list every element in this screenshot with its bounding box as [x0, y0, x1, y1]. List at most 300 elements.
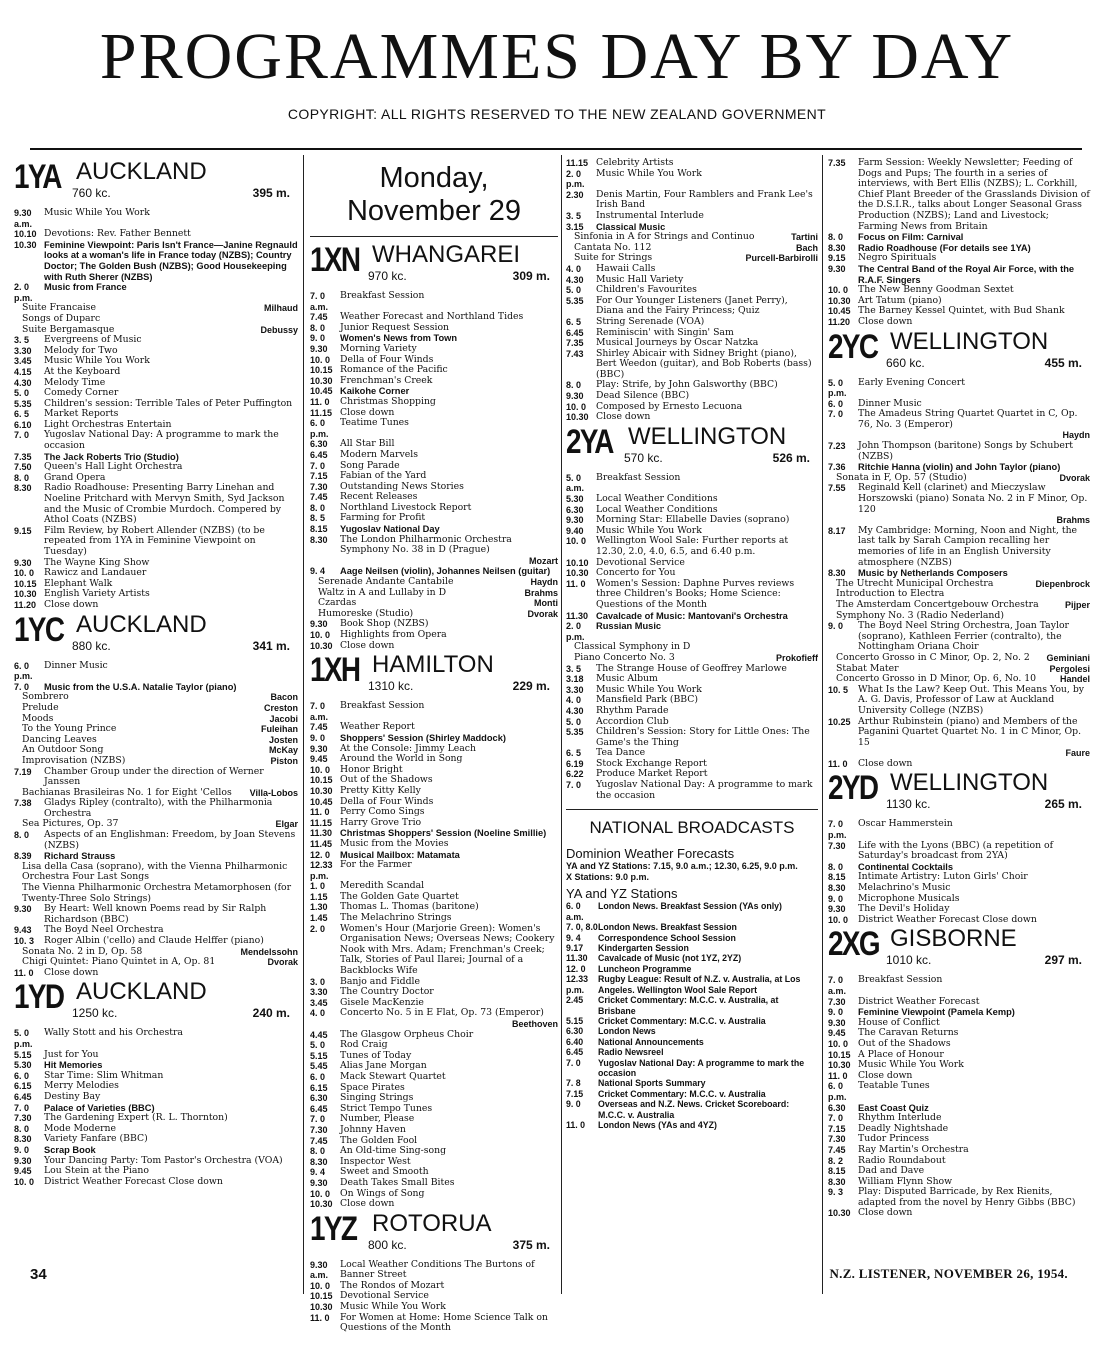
station-city: GISBORNE [890, 925, 1017, 953]
programme-time: 7.45 [310, 1135, 328, 1146]
programme-title: Oscar Hammerstein [858, 818, 953, 830]
programme-work [566, 653, 818, 664]
programme-time: 9. 3 [828, 1187, 844, 1198]
programme-title: Mode Moderne [44, 1122, 117, 1134]
programme-row [14, 936, 298, 947]
programme-time: 10.15 [828, 1049, 851, 1060]
programme-title: District Weather Forecast Close down [44, 1175, 223, 1187]
programme-title: Devotional Service [340, 1290, 429, 1302]
programme-time: 5. 0 a.m. [566, 472, 585, 494]
programme-title: Intimate Artistry: Luton Girls' Choir [858, 871, 1028, 883]
station-frequency: 660 kc. [886, 355, 925, 370]
programme-time: 4.15 [14, 366, 32, 377]
station-call-sign: 1XH [310, 651, 360, 690]
programme-row [828, 264, 1090, 285]
programme-row [566, 412, 818, 423]
station-wavelength: 229 m. [512, 679, 550, 694]
programme-time: 8.30 [828, 883, 846, 894]
programme-title: Ritchie Hanna (violin) and John Taylor (piano) [858, 462, 1061, 473]
programme-title: Deadly Nightshade [858, 1122, 949, 1134]
programme-title: Elephant Walk [44, 577, 113, 589]
programme-title: Dead Silence (BBC) [596, 390, 690, 402]
programme-title: Rhythm Parade [596, 704, 669, 716]
work-composer: Beethoven [511, 1019, 558, 1029]
programme-title: At the Console: Jimmy Leach [340, 742, 477, 754]
programme-title: Sweet and Smooth [340, 1166, 429, 1178]
programme-title: Close down [858, 1207, 913, 1219]
programme-time: 7.45 [310, 312, 328, 323]
programme-title: Stock Exchange Report [596, 757, 707, 769]
programme-title: The New Benny Goodman Sextet [858, 284, 1014, 296]
programme-row [310, 1199, 558, 1210]
programme-row [310, 535, 558, 556]
programme-time: 8. 0 [310, 1146, 326, 1157]
programme-title: Teatable Tunes [858, 1080, 930, 1092]
programme-time: 12. 0 [310, 849, 331, 860]
work-title: The Utrecht Municipal Orchestra Introduction to Electra [836, 577, 994, 600]
programme-row [310, 397, 558, 408]
programme-title: Weather Report [340, 721, 415, 733]
programme-row [828, 441, 1090, 462]
programme-time: 8.39 [14, 851, 32, 862]
programme-time: 9.45 [310, 754, 328, 765]
station-header [310, 243, 558, 291]
work-title: Suite Bergamasque [22, 323, 115, 335]
national-time: 6.40 [566, 1036, 584, 1047]
station-wavelength: 265 m. [1044, 797, 1082, 812]
station-call-sign: 1YC [14, 610, 64, 649]
programme-time: 7. 0 [14, 1102, 30, 1113]
programme-title: Aspects of an Englishman: Freedom, by Joan Stevens (NZBS) [44, 829, 296, 851]
programme-row [828, 621, 1090, 653]
national-row [566, 1026, 818, 1036]
programme-time: 10. 0 [828, 285, 849, 296]
programme-time: 10. 0 [310, 764, 331, 775]
programme-title: Play: Disputed Barricade, by Rex Rienits, adapted from the novel by Henry Gibbs (BBC) [858, 1186, 1076, 1208]
programme-title: Alias Jane Morgan [340, 1060, 427, 1072]
programme-time: 10.10 [566, 557, 589, 568]
station-wavelength: 240 m. [252, 1006, 290, 1021]
programme-row [310, 1178, 558, 1189]
programme-time: 8.17 [828, 525, 846, 536]
station-call-sign: 1XN [310, 241, 360, 279]
programme-row [310, 1260, 558, 1281]
station-call-sign: 1YA [14, 158, 61, 196]
work-title: To the Young Prince [22, 723, 117, 735]
programme-title: Cavalcade of Music: Mantovani's Orchestra [596, 610, 788, 621]
programme-title: Merry Melodies [44, 1080, 119, 1092]
programme-time: 3.30 [14, 345, 32, 356]
programme-row [14, 229, 298, 240]
programme-title: Your Dancing Party: Tom Pastor's Orchestra (VOA) [44, 1154, 283, 1166]
programme-time: 9.30 [14, 904, 32, 915]
programme-time: 6. 5 [566, 316, 582, 327]
programme-time: 7.23 [828, 441, 846, 452]
station-city: AUCKLAND [76, 158, 207, 185]
programme-time: 5.15 [310, 1050, 328, 1061]
programme-row [14, 367, 298, 378]
programme-title: District Weather Forecast [858, 995, 980, 1007]
station-wavelength: 297 m. [1044, 953, 1082, 968]
work-composer: Handel [1059, 674, 1090, 685]
programme-title: Music Hall Variety [596, 273, 684, 285]
programme-time: 4.30 [14, 377, 32, 388]
programme-title: Music While You Work [44, 207, 150, 218]
national-title: Luncheon Programme [598, 963, 692, 974]
programme-title: Film Review, by Robert Allender (NZBS) (to be repeated from 1YA in Feminine Viewpoint on Tuesday) [44, 524, 265, 557]
programme-time: 11. 0 [310, 396, 330, 407]
work-title: Serenade Andante Cantabile [318, 576, 454, 588]
programme-title: Honor Bright [340, 763, 403, 775]
programme-title: Della of Four Winds [340, 353, 434, 365]
programme-time: 5.30 [566, 494, 584, 505]
programme-title: Tea Dance [596, 747, 646, 759]
programme-time: 10.15 [14, 578, 37, 589]
programme-title: Number, Please [340, 1113, 415, 1125]
programme-time: 3. 0 [310, 976, 326, 987]
programme-title: For Women at Home: Home Science Talk on Questions of the Month [340, 1311, 548, 1334]
page-number: 34 [30, 1266, 47, 1283]
programme-time: 8. 0 [14, 830, 30, 841]
work-composer: Villa-Lobos [249, 787, 298, 798]
programme-title: Strict Tempo Tunes [340, 1102, 433, 1114]
programme-title: The Boyd Neel String Orchestra, Joan Taylor (soprano), Kathleen Ferrier (contralto), the Nottingham Oriana Choir [858, 620, 1069, 653]
programme-title: Wellington Wool Sale: Further reports at 12.30, 2.0, 4.0, 6.5, and 6.40 p.m. [596, 535, 789, 557]
programme-time: 5. 0 [566, 285, 582, 296]
national-row [566, 1099, 818, 1120]
programme-title: Women's Session: Daphne Purves reviews three Children's Books; Home Science: Questions of the Month [596, 577, 795, 610]
programme-title: Women's News from Town [340, 333, 458, 344]
programme-title: Book Shop (NZBS) [340, 618, 429, 630]
national-title: Cricket Commentary: M.C.C. v. Australia, at Brisbane [598, 995, 779, 1016]
station-city: WELLINGTON [890, 769, 1049, 797]
programme-time: 7. 0 [14, 681, 30, 692]
programme-title: Rhythm Interlude [858, 1112, 942, 1124]
programme-row [566, 579, 818, 611]
programme-time: 10.15 [310, 775, 333, 786]
programme-title: The Wayne King Show [44, 556, 150, 568]
programme-title: Out of the Shadows [340, 774, 433, 786]
programme-time: 8.30 [310, 1156, 328, 1167]
programme-title: Song Parade [340, 459, 400, 471]
programme-row [14, 1050, 298, 1061]
programme-title: Weather Forecast and Northland Tides [340, 311, 524, 323]
work-composer: Fuleihan [260, 724, 298, 735]
programme-title: Russian Music [596, 621, 662, 632]
programme-row [14, 1145, 298, 1156]
programme-row [14, 767, 298, 788]
programme-title: Melody Time [44, 376, 106, 388]
programme-title: Dad and Dave [858, 1165, 925, 1177]
national-time: 9.17 [566, 943, 584, 954]
programme-row [310, 924, 558, 977]
programme-time: 7.36 [828, 462, 846, 473]
work-title: Suite Francaise [22, 302, 96, 314]
programme-time: 7.15 [828, 1123, 846, 1134]
station-header [566, 422, 818, 473]
programme-title: Lou Stein at the Piano [44, 1165, 150, 1177]
programme-time: 7. 0 [828, 409, 844, 420]
programme-row [14, 1028, 298, 1049]
programme-time: 5.15 [14, 1049, 32, 1060]
programme-time: 9. 0 [310, 732, 326, 743]
programme-time: 11.20 [14, 599, 37, 610]
programme-time: 6. 0 [310, 1071, 326, 1082]
programme-row [828, 483, 1090, 515]
programme-title: Shoppers' Session (Shirley Maddock) [340, 732, 506, 743]
programme-time: 11.15 [310, 817, 333, 828]
programme-time: 8.30 [828, 568, 846, 579]
programme-time: 11. 0 [828, 758, 848, 769]
day-heading: Monday, November 29 [310, 158, 558, 237]
national-title: Cavalcade of Music (not 1YZ, 2YZ) [598, 953, 742, 964]
station-wavelength: 375 m. [512, 1237, 550, 1252]
programme-title: The Central Band of the Royal Air Force, with the R.A.F. Singers [858, 263, 1075, 285]
programme-row [310, 733, 558, 744]
programme-row [828, 759, 1090, 770]
programme-time: 3. 5 [14, 335, 30, 346]
programme-time: 10. 0 [310, 1188, 331, 1199]
programme-time: 10.15 [310, 365, 333, 376]
programme-time: 7.19 [14, 766, 32, 777]
programme-title: The Golden Gate Quartet [340, 890, 459, 902]
programme-title: Children's Session: Story for Little Ones: The Game's the Thing [596, 726, 810, 748]
programme-row [828, 685, 1090, 717]
station-frequency: 760 kc. [72, 186, 111, 200]
work-composer: Haydn [530, 577, 558, 588]
programme-title: Music from France [44, 282, 127, 293]
station-frequency: 970 kc. [368, 269, 407, 283]
programme-work [828, 600, 1090, 621]
programme-time: 1.30 [310, 902, 328, 913]
programme-time: 10. 0 [566, 401, 587, 412]
programme-time: 6. 0 p.m. [14, 660, 33, 682]
programme-row [310, 1125, 558, 1136]
station-frequency: 1250 kc. [72, 1006, 118, 1021]
programme-time: 5.35 [14, 398, 32, 409]
programme-title: Shirley Abicair with Sidney Bright (piano), Bert Weedon (guitar), and Bob Roberts (bass) (BBC) [596, 347, 812, 380]
programme-time: 10.45 [310, 386, 333, 397]
work-composer: Haydn [1062, 430, 1090, 441]
programme-row [310, 418, 558, 439]
programme-row [14, 798, 298, 819]
national-broadcasts [566, 809, 818, 1130]
programme-title: Farming for Profit [340, 512, 426, 524]
station-wavelength: 395 m. [252, 186, 290, 200]
programme-title: Destiny Bay [44, 1090, 101, 1102]
station-call-sign: 2YD [828, 769, 878, 808]
programme-title: Focus on Film: Carnival [858, 232, 964, 243]
programme-time: 6.10 [14, 419, 32, 430]
programme-title: Rawicz and Landauer [44, 567, 147, 579]
weather-forecast-line: X Stations: 9.0 p.m. [566, 871, 650, 882]
programme-time: 9.45 [14, 1166, 32, 1177]
programme-row [828, 526, 1090, 568]
programme-time: 10. 0 [828, 1038, 849, 1049]
programme-title: Variety Fanfare (BBC) [44, 1133, 148, 1145]
work-composer: Geminiani [1046, 652, 1090, 663]
programme-title: Musical Mailbox: Matamata [340, 849, 460, 860]
national-title: National Announcements [598, 1036, 704, 1047]
programme-title: Music While You Work [340, 1301, 446, 1313]
programme-title: Concerto No. 5 in E Flat, Op. 73 (Emperor) [340, 1007, 544, 1019]
masthead-title: PROGRAMMES DAY BY DAY [99, 20, 1015, 93]
programme-time: 9. 0 [828, 1007, 844, 1018]
station-header [14, 610, 298, 661]
programme-time: 9. 0 [310, 333, 326, 344]
programme-row [566, 169, 818, 190]
programme-title: Close down [596, 411, 651, 423]
work-title: The Amsterdam Concertgebouw Orchestra Symphony No. 3 (Radio Nederland) [836, 598, 1039, 621]
programme-time: 10.30 [310, 640, 333, 651]
work-composer: Elgar [275, 819, 298, 830]
programme-time: 8.30 [310, 534, 328, 545]
national-row [566, 1078, 818, 1088]
programme-time: 3.45 [14, 356, 32, 367]
station-frequency: 1130 kc. [886, 797, 931, 812]
programme-time: 7.43 [566, 348, 584, 359]
programme-row [828, 317, 1090, 328]
programme-work [828, 579, 1090, 600]
programme-work [14, 703, 298, 714]
work-composer: McKay [268, 745, 298, 756]
programme-time: 10.30 [828, 1208, 851, 1219]
station-city: WELLINGTON [628, 422, 787, 450]
programme-row [566, 317, 818, 328]
programme-time: 1. 0 [310, 881, 326, 892]
programme-title: An Old-time Sing-song [340, 1145, 447, 1157]
programme-row [14, 1092, 298, 1103]
work-title: Suite for Strings [574, 252, 653, 264]
programme-time: 9.30 [828, 1017, 846, 1028]
programme-title: Music While You Work [596, 167, 702, 179]
programme-time: 8. 0 [828, 861, 844, 872]
programme-time: 7.15 [310, 471, 328, 482]
programme-time: 1.45 [310, 913, 328, 924]
programme-title: Northland Livestock Report [340, 501, 472, 513]
programme-title: The Amadeus String Quartet Quartet in C, Op. 76, No. 3 (Emperor) [858, 408, 1078, 430]
programme-time: 6.15 [14, 1081, 32, 1092]
programme-row [566, 473, 818, 494]
station-wavelength: 341 m. [252, 638, 290, 653]
station-header [828, 771, 1090, 819]
programme-time: 7. 0 [566, 780, 582, 791]
programme-title: Wally Stott and his Orchestra [44, 1027, 183, 1039]
programme-row [566, 264, 818, 275]
programme-time: 7. 0 [310, 1114, 326, 1125]
national-time: 7. 0, 8.0 [566, 922, 598, 933]
programme-title: Chamber Group under the direction of Werner Janssen [44, 765, 264, 788]
programme-time: 9.30 [310, 743, 328, 754]
programme-time: 10.30 [566, 568, 589, 579]
programme-title: Early Evening Concert [858, 376, 965, 388]
programme-row [310, 722, 558, 733]
programme-title: Reginald Kell (clarinet) and Mieczyslaw Horszowski (piano) Sonata No. 2 in F Minor, Op. 120 [858, 482, 1088, 515]
programme-time: 10. 0 [310, 1280, 331, 1291]
programme-row [14, 430, 298, 451]
publication-line: N.Z. LISTENER, NOVEMBER 26, 1954. [829, 1266, 1068, 1281]
national-row [566, 974, 818, 995]
programme-time: 11.45 [310, 838, 333, 849]
programme-title: Children's session: Terrible Tales of Peter Puffington [44, 397, 293, 409]
programme-time: 6. 5 [14, 409, 30, 420]
station-call-sign: 1YD [14, 978, 64, 1017]
station-header [828, 927, 1090, 975]
programme-time: 9. 0 [828, 893, 844, 904]
programme-title: The Strange House of Geoffrey Marlowe [596, 662, 787, 674]
programme-time: 8. 0 [310, 502, 326, 513]
programme-row [14, 968, 298, 979]
national-row [566, 901, 818, 922]
national-row [566, 1037, 818, 1047]
weather-forecast-line: YA and YZ Stations: 7.15, 9.0 a.m.; 12.30, 6.25, 9.0 p.m. [566, 861, 798, 872]
programme-row [828, 841, 1090, 862]
work-composer: Bacon [270, 692, 298, 703]
column-divider [561, 155, 562, 1294]
programme-title: Highlights from Opera [340, 629, 447, 640]
national-time: 9. 4 [566, 932, 581, 943]
work-composer: Faure [1065, 748, 1090, 759]
programme-row [828, 1081, 1090, 1102]
programme-row [828, 997, 1090, 1008]
station-frequency: 570 kc. [624, 450, 663, 465]
national-title: London News. Breakfast Session (YAs only) [598, 901, 782, 912]
station-call-sign: 2YC [828, 327, 878, 366]
programme-time: 8.15 [828, 1166, 846, 1177]
programme-title: Morning Variety [340, 342, 417, 354]
programme-time: 8. 0 [310, 322, 326, 333]
programme-time: 10.30 [566, 412, 589, 423]
programme-row [14, 240, 298, 282]
programme-row [310, 630, 558, 641]
work-composer: Dvorak [267, 957, 298, 968]
programme-row [310, 1072, 558, 1083]
programme-time: 8.30 [828, 1176, 846, 1187]
national-title: Correspondence School Session [598, 932, 736, 943]
programme-time: 7.30 [14, 1113, 32, 1124]
programme-row [14, 208, 298, 229]
station-call-sign: 1YZ [310, 1209, 357, 1248]
national-time: 6.30 [566, 1026, 584, 1037]
programme-row [310, 450, 558, 461]
programme-time: 7. 0 a.m. [828, 975, 847, 996]
programme-title: Close down [44, 966, 99, 978]
programme-title: Close down [340, 406, 395, 418]
programme-title: Modern Marvels [340, 448, 418, 460]
programme-work [14, 883, 298, 904]
programme-work [310, 1019, 558, 1030]
programme-row [14, 600, 298, 611]
programme-time: 9.45 [828, 1028, 846, 1039]
programme-time: 10.30 [14, 239, 37, 250]
station-wavelength: 526 m. [772, 450, 810, 465]
programme-title: Close down [340, 1198, 395, 1210]
programme-title: Classical Music [596, 221, 666, 232]
station-frequency: 800 kc. [368, 1237, 407, 1252]
programme-time: 9. 0 [828, 621, 844, 632]
programme-time: 9.15 [14, 525, 32, 536]
station-city: AUCKLAND [76, 978, 207, 1006]
work-title: Dancing Leaves [22, 733, 97, 745]
programme-row [310, 291, 558, 312]
programme-time: 4.45 [310, 1029, 328, 1040]
programme-row [310, 513, 558, 524]
programme-time: 11. 0 [828, 1070, 848, 1081]
national-title: Yugoslav National Day: A programme to mark the occasion [598, 1057, 805, 1078]
national-title: Cricket Commentary: M.C.C. v. Australia [598, 1088, 766, 1099]
work-title: Stabat Mater [836, 662, 899, 674]
programme-time: 10.30 [828, 295, 851, 306]
